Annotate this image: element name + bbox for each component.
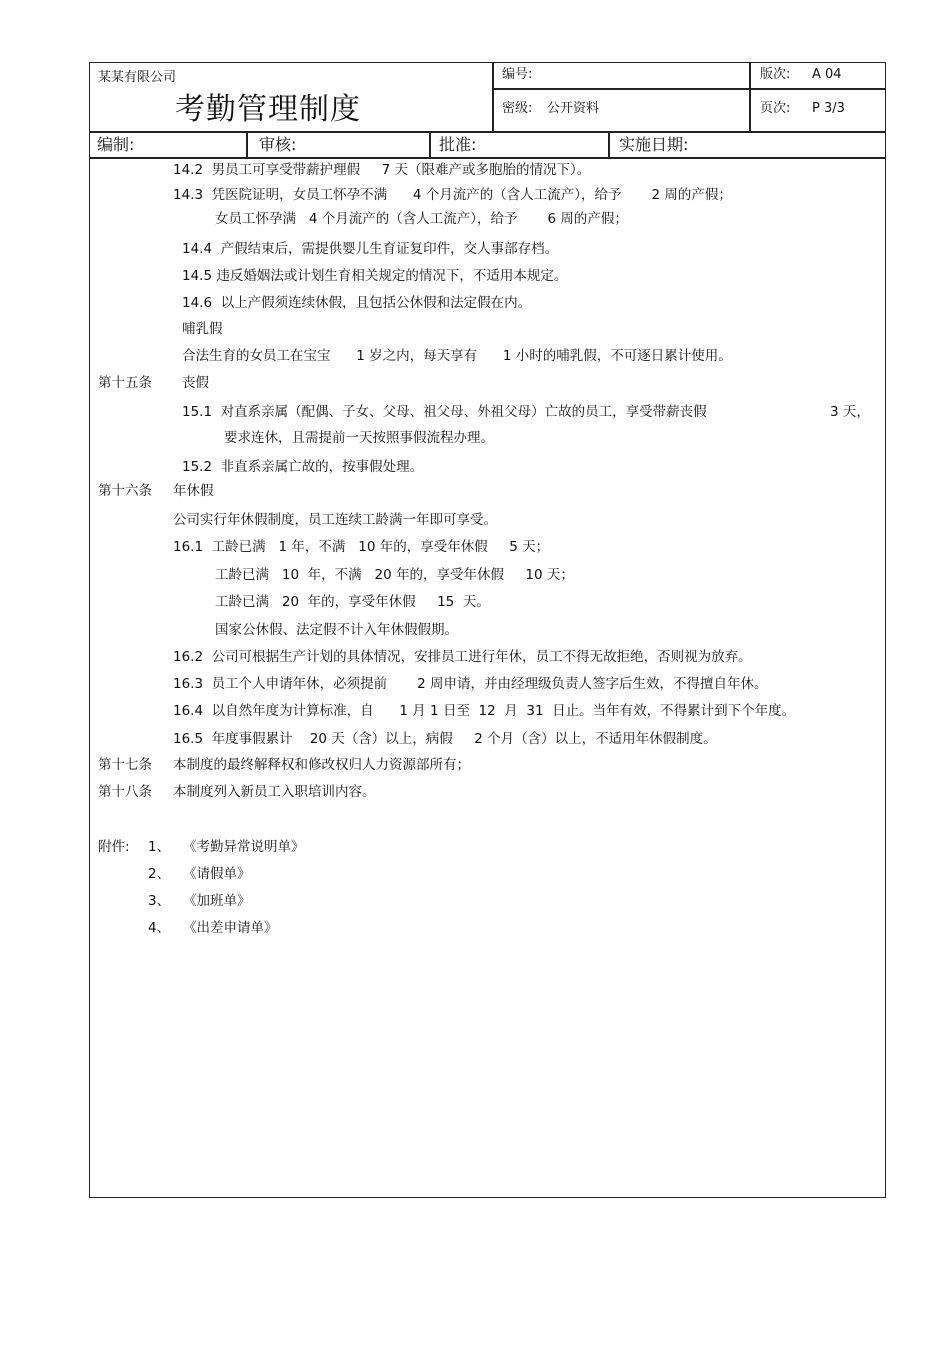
annual-leave-intro: 公司实行年休假制度，员工连续工龄满一年即可享受。: [173, 512, 497, 528]
clause-14-4: 14.4 产假结束后，需提供婴儿生育证复印件，交人事部存档。: [182, 241, 559, 257]
article-15-title: 丧假: [182, 375, 209, 391]
clause-16-3: 16.3 员工个人申请年休，必须提前 2 周申请，并由经理级负责人签字后生效，不得擅自年休。: [173, 676, 768, 692]
clause-15-1-cont: 要求连休，且需提前一天按照事假流程办理。: [224, 430, 494, 446]
clause-14-2: 14.2 男员工可享受带薪护理假 7 天（限难产或多胞胎的情况下）。: [173, 162, 591, 178]
header-divider-2: [89, 131, 886, 133]
clause-16-4: 16.4 以自然年度为计算标准，自 1 月 1 日至 12 月 31 日止。当年有效，不得累计到下个年度。: [173, 703, 796, 719]
header-vline-2: [749, 62, 751, 132]
article-15-label: 第十五条: [98, 375, 152, 391]
clause-16-1-b: 工龄已满 10 年，不满 20 年的，享受年休假 10 天；: [215, 567, 574, 583]
nursing-leave-text: 合法生育的女员工在宝宝 1 岁之内，每天享有 1 小时的哺乳假，不可逐日累计使用。: [182, 348, 732, 364]
article-18-label: 第十八条: [98, 784, 152, 800]
sign-vline-3: [608, 131, 610, 158]
clause-16-2: 16.2 公司可根据生产计划的具体情况，安排员工进行年休，员工不得无故拒绝，否则视为放弃。: [173, 649, 752, 665]
attachment-number: 4、: [148, 920, 171, 936]
attachments-label: 附件:: [98, 839, 130, 855]
document-frame: [89, 62, 886, 1198]
version-value: A 04: [812, 67, 842, 82]
number-label: 编号:: [502, 67, 533, 82]
clause-14-6: 14.6 以上产假须连续休假，且包括公休假和法定假在内。: [182, 295, 532, 311]
article-17-label: 第十七条: [98, 757, 152, 773]
clause-15-1-days: 3 天，: [830, 404, 870, 420]
clause-16-5: 16.5 年度事假累计 20 天（含）以上，病假 2 个月（含）以上，不适用年休假制度。: [173, 731, 717, 747]
attachment-name: 《出差申请单》: [183, 920, 278, 936]
attachment-name: 《考勤异常说明单》: [183, 839, 305, 855]
attachment-number: 1、: [148, 839, 171, 855]
clause-15-2: 15.2 非直系亲属亡故的，按事假处理。: [182, 459, 424, 475]
clause-16-1-d: 国家公休假、法定假不计入年休假假期。: [215, 622, 458, 638]
attachment-name: 《加班单》: [183, 893, 251, 909]
company-name: 某某有限公司: [98, 70, 177, 85]
nursing-leave-heading: 哺乳假: [182, 321, 223, 337]
page-value: P 3/3: [812, 101, 845, 116]
secret-label: 密级:: [502, 101, 533, 116]
article-18-text: 本制度列入新员工入职培训内容。: [173, 784, 376, 800]
date-label: 实施日期:: [619, 135, 689, 154]
editor-label: 编制:: [97, 135, 135, 154]
document-title: 考勤管理制度: [175, 92, 361, 127]
approver-label: 批准:: [439, 135, 477, 154]
clause-14-3: 14.3 凭医院证明，女员工怀孕不满 4 个月流产的（含人工流产），给予 2 周的产假；: [173, 187, 732, 203]
sign-vline-1: [246, 131, 248, 158]
clause-14-5: 14.5 违反婚姻法或计划生育相关规定的情况下，不适用本规定。: [182, 268, 568, 284]
clause-16-1-c: 工龄已满 20 年的，享受年休假 15 天。: [215, 594, 490, 610]
header-divider-1: [492, 88, 886, 90]
page-label: 页次:: [760, 101, 791, 116]
sign-vline-2: [429, 131, 431, 158]
reviewer-label: 审核:: [259, 135, 297, 154]
secret-value: 公开资料: [547, 101, 600, 116]
attachment-number: 2、: [148, 866, 171, 882]
header-vline-1: [492, 62, 494, 132]
clause-14-3-cont: 女员工怀孕满 4 个月流产的（含人工流产），给予 6 周的产假；: [215, 211, 628, 227]
clause-16-1: 16.1 工龄已满 1 年，不满 10 年的，享受年休假 5 天；: [173, 539, 550, 555]
article-17-text: 本制度的最终解释权和修改权归人力资源部所有；: [173, 757, 470, 773]
attachment-name: 《请假单》: [183, 866, 251, 882]
article-16-title: 年休假: [173, 483, 214, 499]
version-label: 版次:: [760, 67, 791, 82]
article-16-label: 第十六条: [98, 483, 152, 499]
header-divider-3: [89, 157, 886, 159]
attachment-number: 3、: [148, 893, 171, 909]
clause-15-1: 15.1 对直系亲属（配偶、子女、父母、祖父母、外祖父母）亡故的员工，享受带薪丧假: [182, 404, 707, 420]
